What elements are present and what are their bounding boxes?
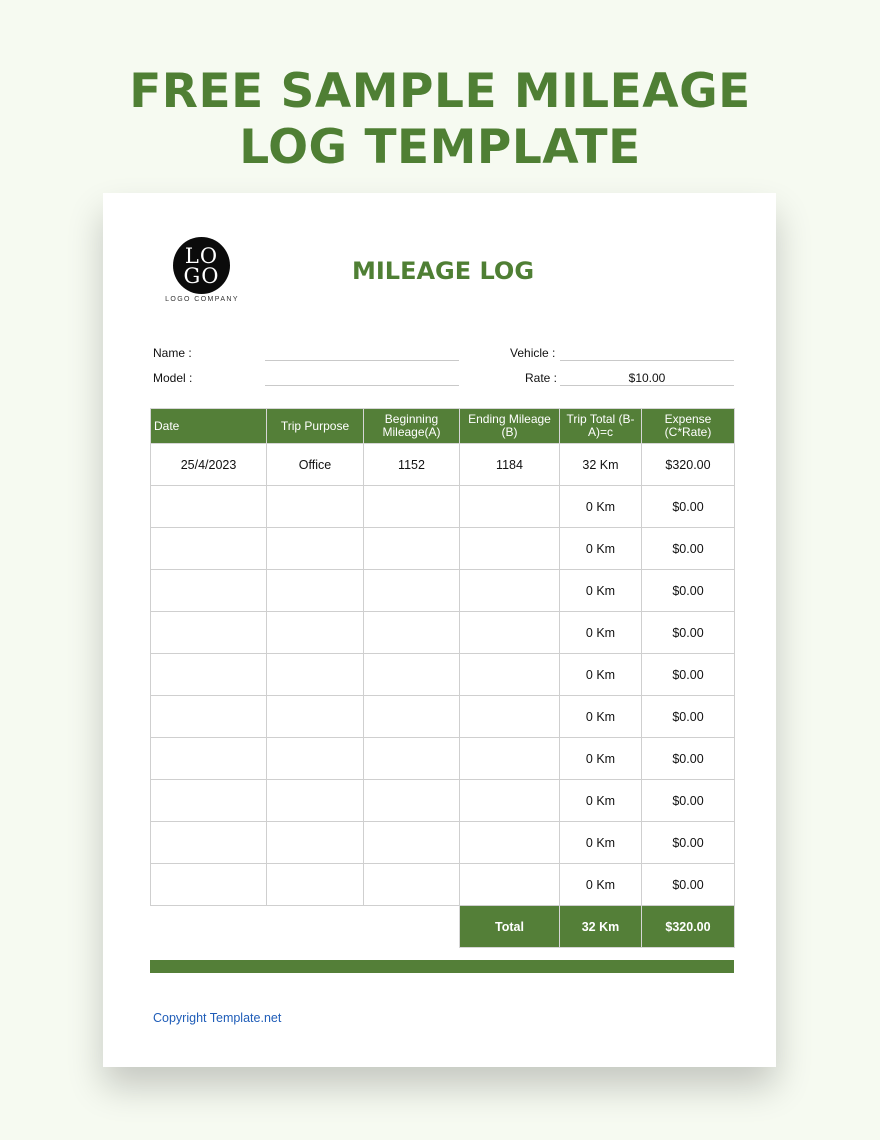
beginning-mileage-cell[interactable] — [364, 654, 460, 696]
trip-purpose-cell[interactable] — [267, 780, 364, 822]
logo-text-line-2: GO — [183, 263, 220, 288]
header-expense: Expense (C*Rate) — [642, 409, 735, 444]
expense-cell[interactable]: $320.00 — [642, 444, 735, 486]
name-field[interactable] — [265, 360, 459, 361]
trip-total-cell[interactable]: 0 Km — [560, 528, 642, 570]
table-row — [151, 528, 735, 570]
date-cell[interactable] — [151, 864, 267, 906]
header-trip-total: Trip Total (B-A)=c — [560, 409, 642, 444]
total-label: Total — [460, 906, 560, 948]
table-row — [151, 444, 735, 486]
page-title — [0, 64, 880, 176]
beginning-mileage-cell[interactable] — [364, 612, 460, 654]
trip-total-cell[interactable]: 0 Km — [560, 738, 642, 780]
logo-icon — [173, 237, 230, 294]
trip-total-cell[interactable]: 0 Km — [560, 822, 642, 864]
table-row — [151, 780, 735, 822]
ending-mileage-cell[interactable] — [460, 612, 560, 654]
ending-mileage-cell[interactable] — [460, 654, 560, 696]
trip-total-cell[interactable]: 0 Km — [560, 696, 642, 738]
ending-mileage-cell[interactable]: 1184 — [460, 444, 560, 486]
trip-total-cell[interactable]: 0 Km — [560, 612, 642, 654]
logo-caption: LOGO COMPANY — [165, 296, 239, 303]
total-spacer — [151, 906, 460, 948]
trip-purpose-cell[interactable] — [267, 570, 364, 612]
table-row — [151, 612, 735, 654]
trip-purpose-cell[interactable] — [267, 654, 364, 696]
table-row — [151, 696, 735, 738]
trip-total-cell[interactable]: 32 Km — [560, 444, 642, 486]
model-field[interactable] — [265, 385, 459, 386]
name-label: Name : — [153, 346, 192, 360]
mileage-log-sheet — [103, 193, 776, 1067]
beginning-mileage-cell[interactable] — [364, 738, 460, 780]
beginning-mileage-cell[interactable] — [364, 528, 460, 570]
beginning-mileage-cell[interactable] — [364, 780, 460, 822]
expense-cell[interactable]: $0.00 — [642, 612, 735, 654]
page-title-line-2: LOG TEMPLATE — [239, 120, 641, 175]
trip-purpose-cell[interactable] — [267, 696, 364, 738]
ending-mileage-cell[interactable] — [460, 528, 560, 570]
date-cell[interactable] — [151, 738, 267, 780]
date-cell[interactable] — [151, 486, 267, 528]
date-cell[interactable] — [151, 528, 267, 570]
trip-purpose-cell[interactable] — [267, 864, 364, 906]
expense-cell[interactable]: $0.00 — [642, 570, 735, 612]
rate-value[interactable]: $10.00 — [628, 371, 666, 385]
expense-cell[interactable]: $0.00 — [642, 864, 735, 906]
table-header-row — [151, 409, 735, 444]
beginning-mileage-cell[interactable]: 1152 — [364, 444, 460, 486]
table-body — [151, 444, 735, 906]
trip-purpose-cell[interactable] — [267, 528, 364, 570]
ending-mileage-cell[interactable] — [460, 570, 560, 612]
footer-bar — [150, 960, 734, 973]
table-row — [151, 864, 735, 906]
beginning-mileage-cell[interactable] — [364, 486, 460, 528]
ending-mileage-cell[interactable] — [460, 486, 560, 528]
expense-cell[interactable]: $0.00 — [642, 654, 735, 696]
date-cell[interactable] — [151, 822, 267, 864]
trip-total-cell[interactable]: 0 Km — [560, 654, 642, 696]
model-label: Model : — [153, 371, 193, 385]
trip-purpose-cell[interactable] — [267, 822, 364, 864]
beginning-mileage-cell[interactable] — [364, 696, 460, 738]
copyright-link[interactable]: Copyright Template.net — [153, 1011, 282, 1025]
trip-purpose-cell[interactable] — [267, 738, 364, 780]
sheet-title: MILEAGE LOG — [351, 257, 535, 285]
trip-purpose-cell[interactable]: Office — [267, 444, 364, 486]
rate-field-underline — [560, 385, 734, 386]
page-title-line-1: FREE SAMPLE MILEAGE — [129, 64, 751, 119]
trip-purpose-cell[interactable] — [267, 612, 364, 654]
header-trip-purpose: Trip Purpose — [267, 409, 364, 444]
date-cell[interactable] — [151, 570, 267, 612]
vehicle-label: Vehicle : — [510, 346, 556, 360]
trip-total-cell[interactable]: 0 Km — [560, 570, 642, 612]
date-cell[interactable] — [151, 696, 267, 738]
trip-purpose-cell[interactable] — [267, 486, 364, 528]
table-row — [151, 822, 735, 864]
total-expense: $320.00 — [642, 906, 735, 948]
date-cell[interactable] — [151, 612, 267, 654]
ending-mileage-cell[interactable] — [460, 864, 560, 906]
header-beginning-mileage: Beginning Mileage(A) — [364, 409, 460, 444]
date-cell[interactable]: 25/4/2023 — [151, 444, 267, 486]
expense-cell[interactable]: $0.00 — [642, 738, 735, 780]
header-date: Date — [151, 409, 267, 444]
expense-cell[interactable]: $0.00 — [642, 696, 735, 738]
expense-cell[interactable]: $0.00 — [642, 822, 735, 864]
trip-total-cell[interactable]: 0 Km — [560, 780, 642, 822]
ending-mileage-cell[interactable] — [460, 780, 560, 822]
date-cell[interactable] — [151, 654, 267, 696]
table-row — [151, 570, 735, 612]
total-trip: 32 Km — [560, 906, 642, 948]
expense-cell[interactable]: $0.00 — [642, 780, 735, 822]
beginning-mileage-cell[interactable] — [364, 822, 460, 864]
date-cell[interactable] — [151, 780, 267, 822]
expense-cell[interactable]: $0.00 — [642, 486, 735, 528]
beginning-mileage-cell[interactable] — [364, 570, 460, 612]
mileage-table — [150, 408, 735, 948]
ending-mileage-cell[interactable] — [460, 822, 560, 864]
total-row — [151, 906, 735, 948]
ending-mileage-cell[interactable] — [460, 738, 560, 780]
expense-cell[interactable]: $0.00 — [642, 528, 735, 570]
logo-text-line-1: LO — [184, 243, 219, 268]
table-row — [151, 654, 735, 696]
vehicle-field[interactable] — [560, 360, 734, 361]
trip-total-cell[interactable]: 0 Km — [560, 864, 642, 906]
table-row — [151, 486, 735, 528]
ending-mileage-cell[interactable] — [460, 696, 560, 738]
trip-total-cell[interactable]: 0 Km — [560, 486, 642, 528]
header-ending-mileage: Ending Mileage (B) — [460, 409, 560, 444]
table-row — [151, 738, 735, 780]
beginning-mileage-cell[interactable] — [364, 864, 460, 906]
rate-label: Rate : — [525, 371, 558, 385]
